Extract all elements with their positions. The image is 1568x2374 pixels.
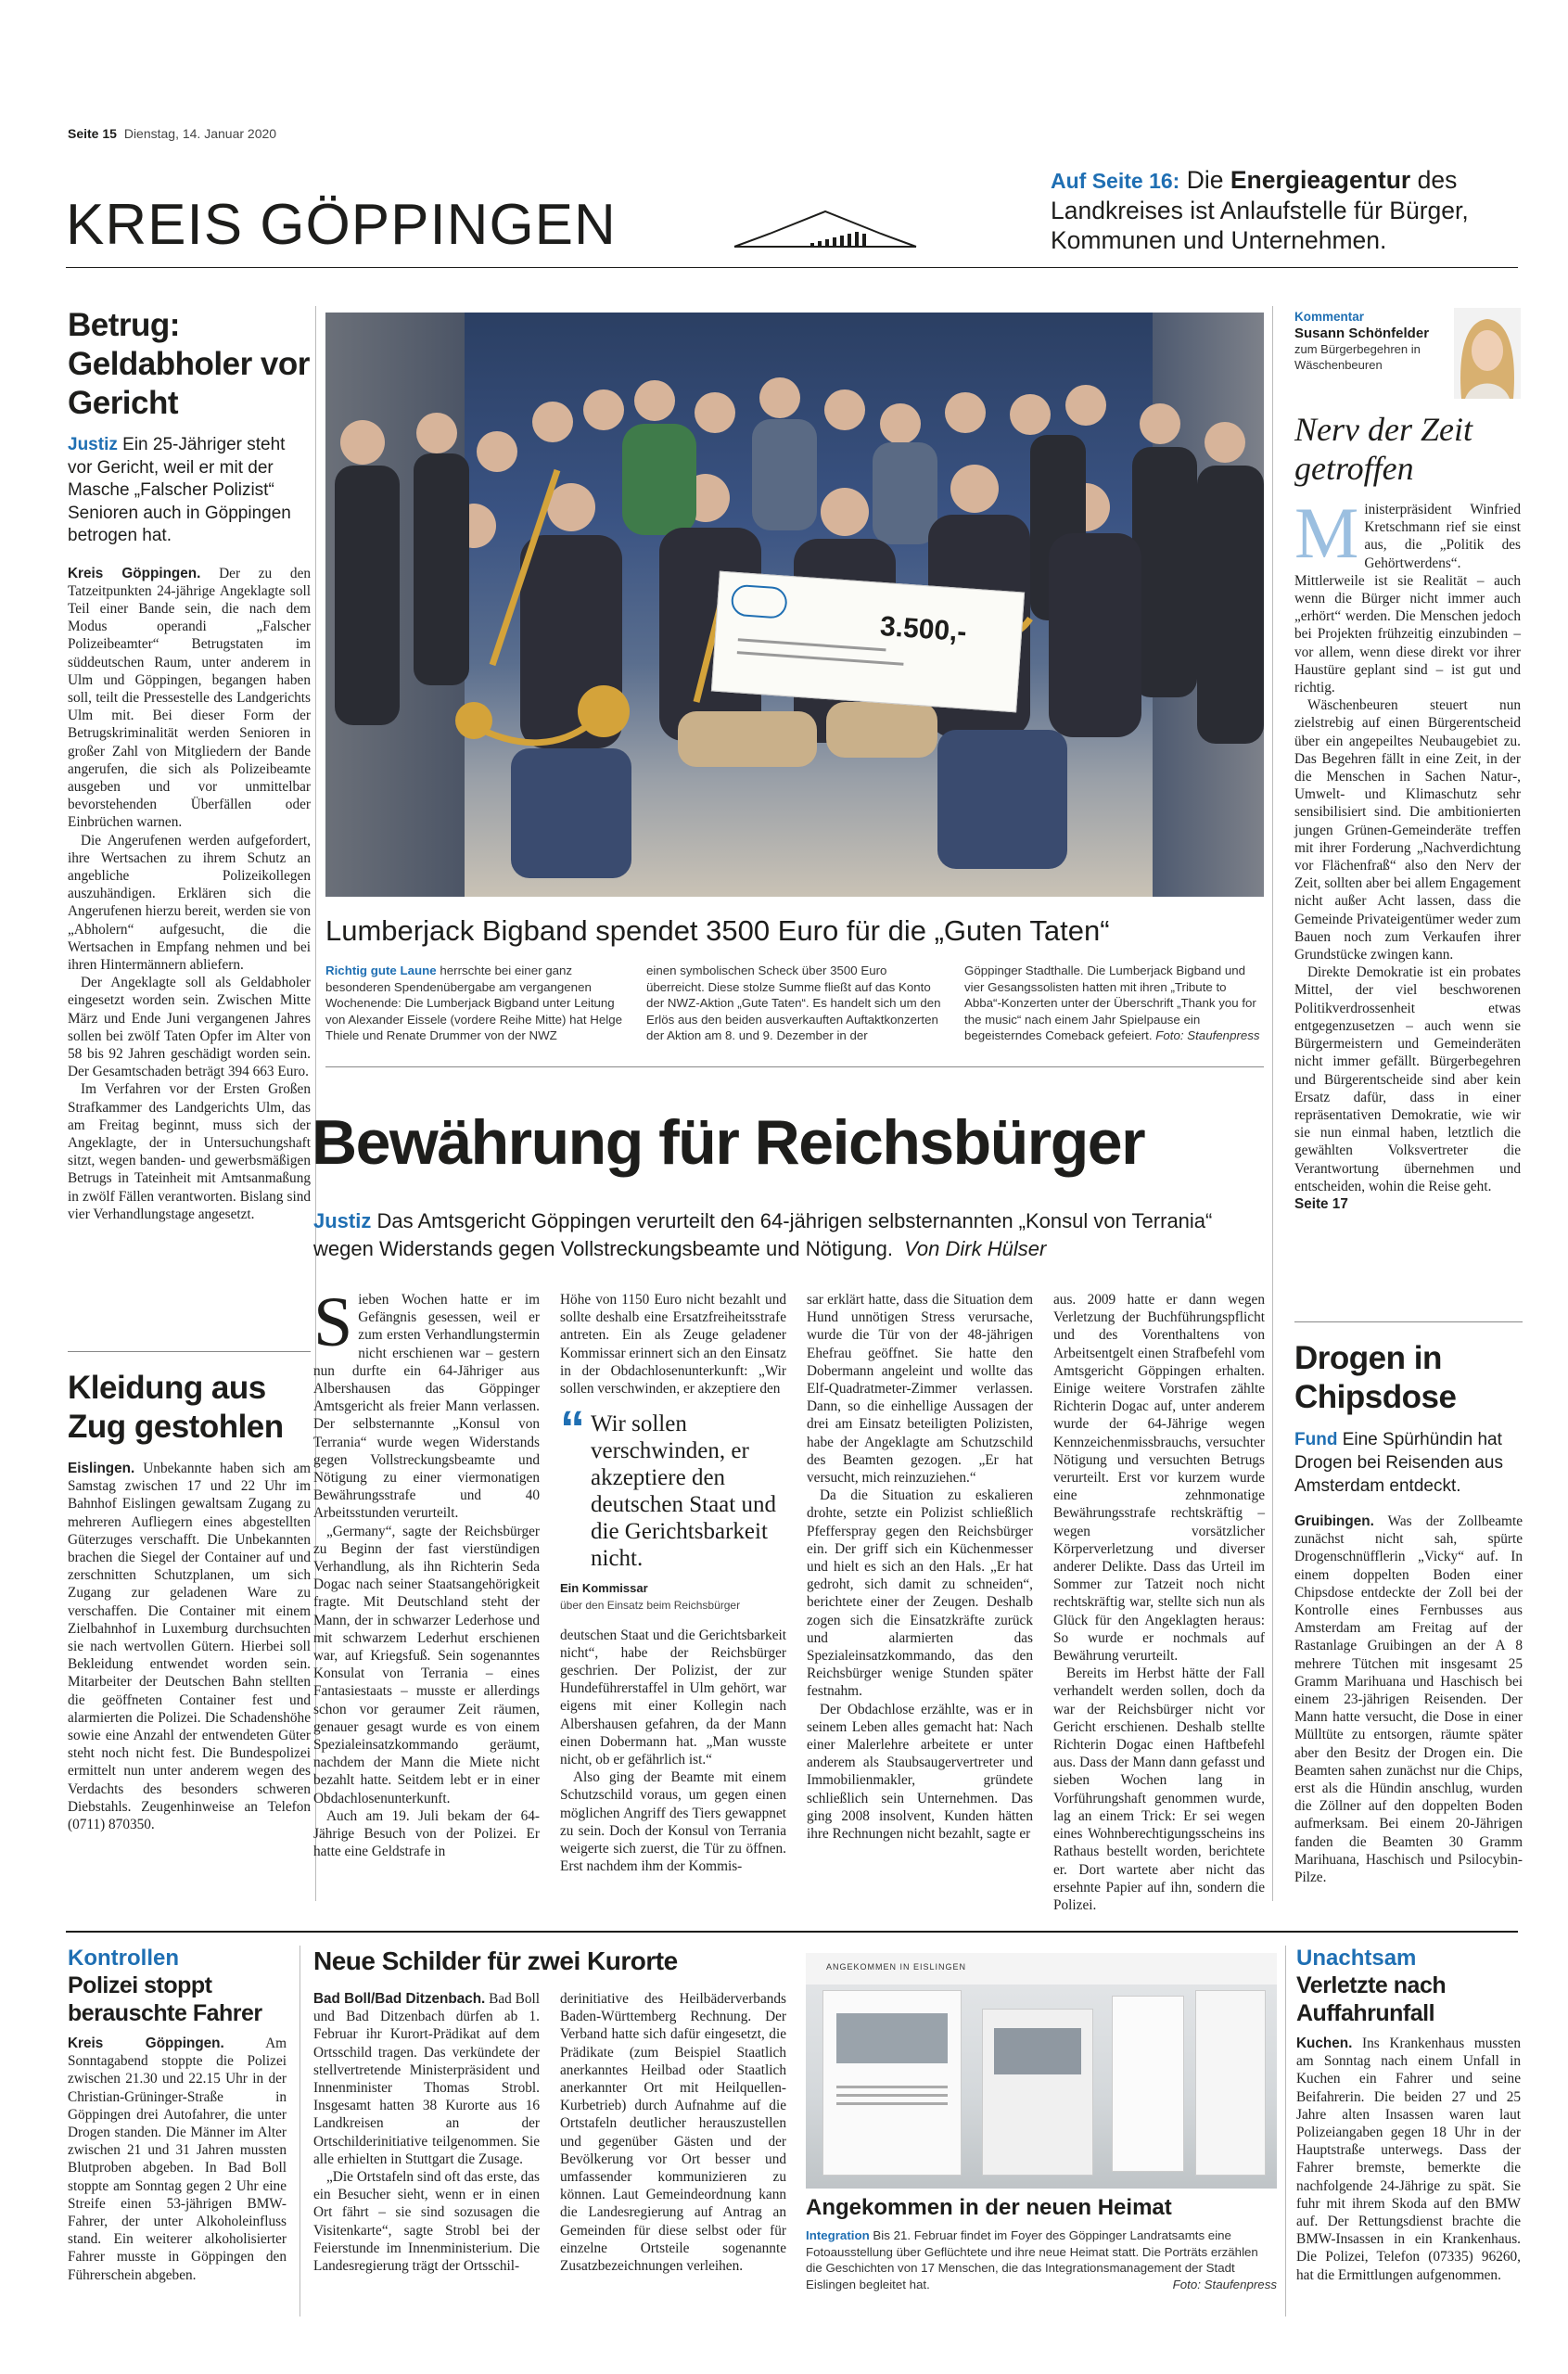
- brief-kontrollen-p1: Am Sonntagabend stoppte die Polizei zwischen 21.30 und 22.15 Uhr in der Christian-Grüninger-Straße in Göppingen drei Autofahrer, die unter Drogen standen. Die Männer im Alter zwischen 21 und 31 Jahren mussten Blutproben abgeben. In Bad Boll stoppte am Sonntag gegen 2 Uhr eine Streife einen 53-jährigen BMW-Fahrer, der unter Alkoholeinfluss stand. Ein weiterer alkoholisierter Fahrer musste in Göppingen den Führerschein abgeben.: [68, 2036, 287, 2283]
- main-quote-text: Wir sollen verschwinden, er akzeptiere den deutschen Staat und die Gerichtsbarkeit nicht.: [591, 1411, 776, 1572]
- photo-caption-text-3: Göppinger Stadthalle. Die Lumberjack Bigband und vier Gesangssolisten hatten mit ihren „Tribute to Abba“-Konzerten unter der Überschrift „Thank you for the music“ nach einem Jahr Spielpause ein begeisterndes Comeback gefeiert.: [964, 964, 1256, 1043]
- article-betrug-lead: [68, 434, 311, 548]
- article-drogen-body: [1294, 1512, 1523, 1886]
- main-lead-text: Das Amtsgericht Göppingen verurteilt den 64-jährigen selbsternannten „Konsul von Terrania“ wegen Widerstands gegen Vollstreckungsbeamte und Nötigung.: [313, 1209, 1213, 1260]
- bottom-rule-2: [1285, 1946, 1286, 2317]
- brief-kurorte-p3: derinitiative des Heilbäderverbands Baden-Württemberg Rechnung. Der Verband hatte sich dafür eingesetzt, die Prädikate (zum Beispiel Staatlich anerkanntes Heilbad oder Staatlich anerkannter Ort mit Heilquellen-Kurbetrieb) durch Aufnahme auf die Ortstafeln deutlicher herauszustellen und gegenüber Gästen und der Bevölkerung vor Ort besser und umfassender kommunizieren zu können. Laut Gemeindeordnung kann die Landesregierung auf Antrag an Gemeinden für diese selbst oder für einzelne Ortsteile sogenannte Zusatzbezeichnungen verleihen.: [560, 1991, 786, 2275]
- brief-unfall: [1296, 1946, 1521, 2284]
- main-col2-p3: Also ging der Beamte mit einem Schutzschild voraus, um gegen einen möglichen Angriff des Tiers gewappnet zu sein. Doch der Konsul von Terrania weigerte sich zuerst, die Tür zu öffnen. Erst nachdem ihm der Kommis-: [560, 1769, 786, 1875]
- article-drogen-lead-text: Eine Spürhündin hat Drogen bei Reisenden aus Amsterdam entdeckt.: [1294, 1430, 1503, 1496]
- brief-unfall-dateline: Kuchen.: [1296, 2036, 1353, 2051]
- main-quote-author: Ein Kommissar: [560, 1581, 648, 1596]
- photo-credit: Foto: Staufenpress: [1155, 1028, 1260, 1043]
- commentary-p2: Wäschenbeuren steuert nun zielstrebig auf einen Bürgerentscheid über ein angepeiltes Neubaugebiet zu. Das Begehren fällt in eine Zeit, in der die Menschen in Sachen Natur-, Umwelt- und Klimaschutz sehr sensibilisiert sind. Die ambitionierten jungen Grünen-Gemeinderäte treffen mit ihrer Forderung „Nachverdichtung vor Flächenfraß“ also den Nerv der Zeit, sollten aber bei allem Engagement nicht außer Acht lassen, dass die Gemeinde Privateigentümer weder zum Bauen noch zum Verkaufen ihrer Grundstücke zwingen kann.: [1294, 697, 1521, 964]
- main-headline: Bewährung für Reichsbürger: [312, 1107, 1145, 1178]
- main-col-2: [560, 1291, 786, 1875]
- teaser-prefix: Auf Seite 16:: [1051, 169, 1180, 193]
- main-dropcap: S: [313, 1283, 353, 1361]
- article-kleidung: [68, 1369, 311, 1833]
- brief-kurorte-p2: „Die Ortstafeln sind oft das erste, das ein Besucher sieht, wenn er in einen Ort fährt – sie sind sozusagen die Visitenkarte“, sagte Strobl bei der Feierstunde im Innenministerium. Die Landesregierung trägt der Ortsschil-: [313, 2169, 540, 2275]
- main-col2-p1: Höhe von 1150 Euro nicht bezahlt und sollte deshalb eine Ersatzfreiheitsstrafe antreten. Ein als Zeuge geladener Kommissar erinnert sich an den Einsatz in der Obdachlosenunterkunft: „Wir sollen verschwinden, er akzeptiere den: [560, 1292, 786, 1398]
- commentary-label: Kommentar: [1294, 310, 1365, 324]
- brief-unfall-p1: Ins Krankenhaus mussten am Sonntag nach einem Unfall in Kuchen ein Fahrer und seine Beifahrerin. Die beiden 27 und 25 Jahre alten Insassen waren laut Polizeiangaben gegen 18 Uhr in der Hauptstraße unterwegs. Dass der Fahrer bremste, bemerkte die nachfolgende 24-Jährige zu spät. Sie fuhr mit ihrem Skoda auf den BMW auf. Der Rettungsdienst brachte die BMW-Insassen in ein Krankenhaus. Die Polizei, Telefon (07335) 96260, hat die Ermittlungen aufgenommen.: [1296, 2036, 1521, 2283]
- article-betrug-lead-text: Ein 25-Jähriger steht vor Gericht, weil er mit der Masche „Falscher Polizist“ Senioren auch in Göppingen betrogen hat.: [68, 435, 291, 545]
- photo-caption-3: [964, 963, 1266, 1044]
- issue-date: Dienstag, 14. Januar 2020: [123, 126, 277, 141]
- article-betrug-kicker: Justiz: [68, 435, 118, 454]
- brief-unfall-body: [1296, 2035, 1521, 2284]
- quote-mark-icon: “: [560, 1401, 585, 1458]
- right-divider: [1294, 1321, 1523, 1322]
- brief-kontrollen-kicker: Kontrollen: [68, 1946, 179, 1971]
- article-betrug-p1: Der zu den Tatzeitpunkten 24-jährige Angeklagte soll Teil einer Bande sein, die nach dem Modus operandi „Falscher Polizeibeamter“ Betrugstaten im süddeutschen Raum, unter anderem in Ulm und Göppingen, begangen haben soll, teilt die Pressestelle des Landgerichts Ulm mit. Bei dieser Form der Betrugskriminalität werden Senioren in großer Zahl von Mitgliedern der Bande angerufen, die sich als Polizeibeamte ausgeben und vor unmittelbar bevorstehenden Überfällen oder Einbrüchen warnen.: [68, 565, 312, 831]
- brief-unfall-kicker: Unachtsam: [1296, 1946, 1417, 1971]
- main-author: Von Dirk Hülser: [904, 1237, 1047, 1260]
- exhibition-photo: [806, 1953, 1277, 2189]
- commentary-dropcap: M: [1294, 492, 1359, 573]
- cheque-amount: 3.500,-: [879, 610, 968, 648]
- article-betrug-p2: Die Angerufenen werden aufgefordert, ihre Wertsachen zu ihrem Schutz an angebliche Polizeikollegen auszuhändigen. Erklären sich die Angerufenen hierzu bereit, werden sie von „Abholern“ aufgesucht, die die Wertsachen in Empfang nehmen und bei ihren Hintermännern abliefern.: [68, 832, 311, 973]
- main-col3-p2: Da die Situation zu eskalieren drohte, setzte ein Polizist schließlich Pfefferspray gegen den Reichsbürger ein. Der griff sich ein Küchenmesser und hielt es sich an den Hals. „Er hat gedroht, sich damit zu schneiden“, berichtete einer der Zeugen. Deshalb zogen sich die Einsatzkräfte zurück und alarmierten das Spezialeinsatzkommando, das den Reichsbürger wenige Stunden später festnahm.: [807, 1487, 1033, 1700]
- exhibition-caption-text: Bis 21. Februar findet im Foyer des Göppinger Landratsamts eine Fotoausstellung über Geflüchtete und ihre neue Heimat statt. Die Porträts erzählen die Geschichten von 17 Menschen, die das Integrationsmanagement der Stadt Eislingen begleitet hat.: [806, 2228, 1258, 2291]
- photo-caption-text-2: einen symbolischen Scheck über 3500 Euro überreicht. Diese stolze Summe fließt auf das Konto der NWZ-Aktion „Gute Taten“. Es handelt sich um den Erlös aus den beiden ausverkauften Auftaktkonzerten der Aktion am 8. und 9. Dezember in der: [646, 964, 941, 1043]
- brief-kurorte-p1: Bad Boll und Bad Ditzenbach dürfen ab 1. Februar ihr Kurort-Prädikat auf dem Ortsschild tragen. Das verkündete der stellvertretende Ministerpräsident und Innenminister Thomas Strobl. Insgesamt hatten 38 Kurorte aus 16 Landkreisen an der Ortschilderinitiative teilgenommen. Sie alle erhielten in Stuttgart die Zusage.: [313, 1991, 540, 2167]
- main-col-3: [807, 1291, 1033, 1843]
- exhibition-credit: Foto: Staufenpress: [1172, 2277, 1277, 2291]
- brief-kurorte-col-1: [313, 1990, 540, 2275]
- commentary-author: Susann Schönfelder: [1294, 325, 1430, 341]
- main-col1-p2: „Germany“, sagte der Reichsbürger zu Beginn der fast vierstündigen Verhandlung, als ihn Richterin Seda Dogac nach seiner Staatsangehörigkeit fragte. Mit Deutschland steht der Mann, der in schwarzer Lederhose und mit schwarzem Lederhut erschienen war, auf Kriegsfuß. Sein sogenanntes Konsulat von Terrania – eines Fantasiestaats – musste er allerdings schon vor geraumer Zeit räumen, genauer gesagt wurde es von einem Spezialeinsatzkommando geräumt, nachdem der Mann die Miete nicht bezahlt hatte. Seitdem lebt er in einer Obdachlosenunterkunft.: [313, 1523, 540, 1806]
- main-col-1: [313, 1283, 540, 1861]
- main-col-4: [1053, 1291, 1265, 1914]
- article-betrug: [68, 306, 311, 1223]
- main-lead: [313, 1207, 1259, 1263]
- teaser-text-2: des Landkreises ist Anlaufstelle für Bürger, Kommunen und Unternehmen.: [1051, 166, 1469, 254]
- main-col1-p3: Auch am 19. Juli bekam der 64-Jährige Besuch von der Polizei. Er hatte eine Geldstrafe in: [313, 1807, 540, 1860]
- commentary-ref-link: Seite 17: [1294, 1195, 1348, 1212]
- commentary-body: [1294, 492, 1521, 1213]
- article-betrug-dateline: Kreis Göppingen.: [68, 565, 201, 581]
- teaser-text-1: Die: [1186, 166, 1224, 194]
- col-rule-right: [1272, 306, 1273, 1901]
- main-col4-p2: Bereits im Herbst hätte der Fall verhandelt werden sollen, doch da war der Reichsbürger nicht vor Gericht erschienen. Deshalb stellte Richterin Dogac einen Haftbefehl aus. Dass der Mann dann gefasst und sieben Wochen lang in Vorführungshaft genommen wurde, lag an einem Trick: Er sei wegen eines Wohnberechtigungsscheins ins Rathaus bestellt worden, berichtete er. Dort wartete aber nicht das ersehnte Papier auf ihn, sondern die Polizei.: [1053, 1666, 1265, 1913]
- main-quote: [560, 1401, 786, 1615]
- header-rule: [66, 267, 1518, 268]
- brief-kurorte-dateline: Bad Boll/Bad Ditzenbach.: [313, 1991, 486, 2007]
- photo-caption-kicker: Richtig gute Laune: [325, 964, 437, 977]
- main-col3-p3: Der Obdachlose erzählte, was er in seinem Leben alles gemacht hat: Nach einer Malerlehre arbeitete er unter anderem als Staubsaugervertreter und Immobilienmakler, gründete schließlich sein Unternehmen. Das ging 2008 insolvent, Kunden hätten ihre Rechnungen nicht bezahlt, sagte er: [807, 1701, 1033, 1843]
- photo-rule: [325, 1066, 1264, 1067]
- commentary-author-photo: [1454, 308, 1521, 399]
- article-betrug-p4: Im Verfahren vor der Ersten Großen Strafkammer des Landgerichts Ulm, das am Freitag beginnt, muss sich der Angeklagte, der in Untersuchungshaft sitzt, wegen banden- und gewerbsmäßigen Betrugs in Tateinheit mit Amtsanmaßung in zwölf Fällen verantworten. Bislang sind vier Verhandlungstage angesetzt.: [68, 1081, 311, 1222]
- photo-caption-1: [325, 963, 627, 1044]
- article-kleidung-dateline: Eislingen.: [68, 1461, 135, 1476]
- article-betrug-body: [68, 565, 311, 1224]
- main-col1-p1: ieben Wochen hatte er im Gefängnis gesessen, weil er zum ersten Verhandlungstermin nicht erschienen war – gestern nun durfte ein 64-Jähriger aus Albershausen das Göppinger Amtsgericht als freier Mann verlassen. Der selbsternannte „Konsul von Terrania“ wurde wegen Widerstands gegen Vollstreckungsbeamte und Nötigung zu einer viermonatigen Bewährungsstrafe und 40 Arbeitsstunden verurteilt.: [313, 1292, 540, 1522]
- teaser[interactable]: [1051, 165, 1533, 255]
- main-quote-role: über den Einsatz beim Reichsbürger: [560, 1599, 741, 1613]
- article-kleidung-body: [68, 1460, 311, 1833]
- article-drogen-dateline: Gruibingen.: [1294, 1513, 1374, 1529]
- article-drogen-kicker: Fund: [1294, 1430, 1338, 1449]
- brief-kurorte-title: Neue Schilder für zwei Kurorte: [313, 1946, 678, 1975]
- commentary-p1: inisterpräsident Winfried Kretschmann rief sie einst aus, die „Politik des Gehörtwerdens“. Mittlerweile ist sie Realität – auch wenn die Bürger nicht immer auch „erhört“ werden. Die Menschen jedoch bei Projekten frühzeitig einzubinden – vor allem, wenn diese direkt vor ihrer Haustüre geplant sind – ist gut und richtig.: [1294, 502, 1521, 696]
- cheque: [711, 571, 1025, 713]
- commentary-p3: Direkte Demokratie ist ein probates Mittel, der viel beschworenen Politikverdrossenheit etwas entgegenzusetzen – auch wenn sie Bürgermeistern und Gemeinderäten nicht immer gefällt. Bürgerbegehren und Bürgerentscheide sind aber kein Ersatz dafür, dass in einer repräsentativen Demokratie, wie wir sie nun einmal haben, letztlich die gewählten Volksvertreter die Verantwortung übernehmen und entscheiden, wohin die Reise geht.: [1294, 964, 1521, 1194]
- bottom-rule: [66, 1931, 1518, 1933]
- commentary-topic: zum Bürgerbegehren in Wäschenbeuren: [1294, 342, 1421, 372]
- photo-caption-2: [646, 963, 943, 1044]
- photo-headline: Lumberjack Bigband spendet 3500 Euro für die „Guten Taten“: [325, 914, 1110, 947]
- brief-kontrollen: [68, 1946, 287, 2284]
- photo-caption-text-1: herrschte bei einer ganz besonderen Spendenübergabe am vergangenen Wochenende: Die Lumberjack Bigband unter Leitung von Alexander Eissele (vordere Reihe Mitte) hat Helge Thiele und Renate Drummer von der NWZ: [325, 964, 623, 1043]
- exhibition-kicker: Integration: [806, 2228, 870, 2242]
- exhibition-title: Angekommen in der neuen Heimat: [806, 2195, 1172, 2220]
- article-drogen: [1294, 1339, 1523, 1886]
- left-divider: [68, 1351, 311, 1352]
- brief-kontrollen-title: Polizei stoppt berauschte Fahrer: [68, 1972, 262, 2026]
- brief-unfall-title: Verletzte nach Auffahrunfall: [1296, 1972, 1447, 2026]
- article-betrug-title: Betrug: Geldabholer vor Gericht: [68, 307, 310, 421]
- teaser-bold: Energieagentur: [1230, 166, 1411, 194]
- main-col3-p1: sar erklärt hatte, dass die Situation dem Hund unnötigen Stress verursache, wurde die Tür von der 48-jährigen Ehefrau geöffnet. Sie hatte den Dobermann angeleint und wollte das Elf-Quadratmeter-Zimmer verlassen. Dann, so die einhellige Aussagen der drei am Einsatz beteiligten Polizisten, habe der Angeklagte am Schutzschild des Beamten gezogen. „Er hat versucht, mich reinzuziehen.“: [807, 1292, 1033, 1487]
- brief-kurorte: [313, 1946, 788, 1977]
- stadthalle-logo-icon: [733, 206, 918, 252]
- article-kleidung-title: Kleidung aus Zug gestohlen: [68, 1370, 284, 1445]
- article-betrug-p3: Der Angeklagte soll als Geldabholer eingesetzt worden sein. Zwischen Mitte März und Ende Juni vergangenen Jahres sollen bei zwölf Taten Opfer im Alter von 58 bis 92 Jahren geschädigt worden sein. Der Gesamtschaden beträgt 394 663 Euro.: [68, 975, 311, 1080]
- commentary-title: Nerv der Zeit getroffen: [1294, 411, 1472, 487]
- main-col2-p2: deutschen Staat und die Gerichtsbarkeit nicht“, habe der Reichsbürger geschrien. Der Polizist, der zur Hundeführerstaffel in Ulm gehört, war eigens mit einer Kollegin nach Albershausen gefahren, da der Mann einen Dobermann hat. „Man wusste nicht, ob er gefährlich ist.“: [560, 1627, 786, 1768]
- bigband-photo: [325, 313, 1264, 897]
- main-kicker: Justiz: [313, 1209, 372, 1232]
- exhibition-caption: [806, 2227, 1277, 2292]
- brief-kontrollen-dateline: Kreis Göppingen.: [68, 2036, 224, 2051]
- article-drogen-p1: Was der Zollbeamte zunächst nicht sah, spürte Drogenschnüfflerin „Vicky“ auf. In einem doppelten Boden einer Chipsdose entdeckte der Zoll bei der Kontrolle eines Fernbusses aus Amsterdam am Freitag auf der Rastanlage Gruibingen an der A 8 mehrere Tütchen mit insgesamt 25 Gramm Marihuana und Haschisch bei einem 23-jährigen Reisenden. Der Mann hatte versucht, die Dose in einer Mülltüte zu entsorgen, räumte später aber den Besitz der Drogen ein. Die Beamten sahen zunächst nur die Chips, erst als die Hündin anschlug, wurden die Zöllner auf den doppelten Boden aufmerksam. Bei einem 20-Jährigen fanden die Beamten 30 Gramm Marihuana, Haschisch und Psilocybin-Pilze.: [1294, 1513, 1523, 1886]
- page-label: [68, 126, 276, 141]
- article-drogen-lead: [1294, 1428, 1523, 1498]
- commentary-ref[interactable]: [1294, 1195, 1521, 1213]
- exhibition-banner: ANGEKOMMEN IN EISLINGEN: [826, 1962, 967, 1972]
- brief-kurorte-col-2: [560, 1990, 786, 2275]
- main-col4-p1: aus. 2009 hatte er dann wegen Verletzung der Buchführungspflicht und des Vorenthaltens von Arbeitsentgelt einen Strafbefehl vom Amtsgericht Göppingen erhalten. Einige weitere Vorstrafen zählte Richterin Dogac auf, unter anderem wurde der 64-Jährige wegen Kennzeichenmissbrauchs, versuchter Nötigung und versuchten Betrugs verurteilt. Erst vor kurzem wurde eine zehnmonatige Bewährungsstrafe rechtskräftig – wegen vorsätzlicher Körperverletzung und diverser anderer Delikte. Dass das Urteil im Sommer zur Tatzeit noch nicht rechtskräftig war, stellte sich nun als Glück für den Angeklagten heraus: So wurde er nochmals auf Bewährung verurteilt.: [1053, 1292, 1265, 1665]
- brief-kontrollen-body: [68, 2035, 287, 2284]
- page-number: Seite 15: [68, 126, 117, 141]
- article-drogen-title: Drogen in Chipsdose: [1294, 1340, 1457, 1415]
- article-kleidung-p1: Unbekannte haben sich am Samstag zwischen 17 und 22 Uhr im Bahnhof Eislingen gewaltsam Zugang zu mehreren Aufliegern eines abgestellten Güterzuges verschafft. Die Unbekannten brachen die Siegel der Container auf und zerschnitten Schutzplanen, um sich Zugang zur geladenen Ware zu verschaffen. Die Container mit einem Zielbahnhof in Luxemburg durchsuchten sie nach wertvollen Gütern. Hierbei soll Bekleidung entwendet worden sein. Mitarbeiter der Deutschen Bahn stellten die geöffneten Container fest und alarmierten die Polizei. Die Schadenshöhe sowie eine Anzahl der entwendeten Güter steht noch nicht fest. Die Bundespolizei ermittelt nun unter anderem wegen des Verdachts des besonders schweren Diebstahls. Zeugenhinweise an Telefon (0711) 870350.: [68, 1461, 311, 1833]
- section-title: KREIS GÖPPINGEN: [66, 193, 617, 257]
